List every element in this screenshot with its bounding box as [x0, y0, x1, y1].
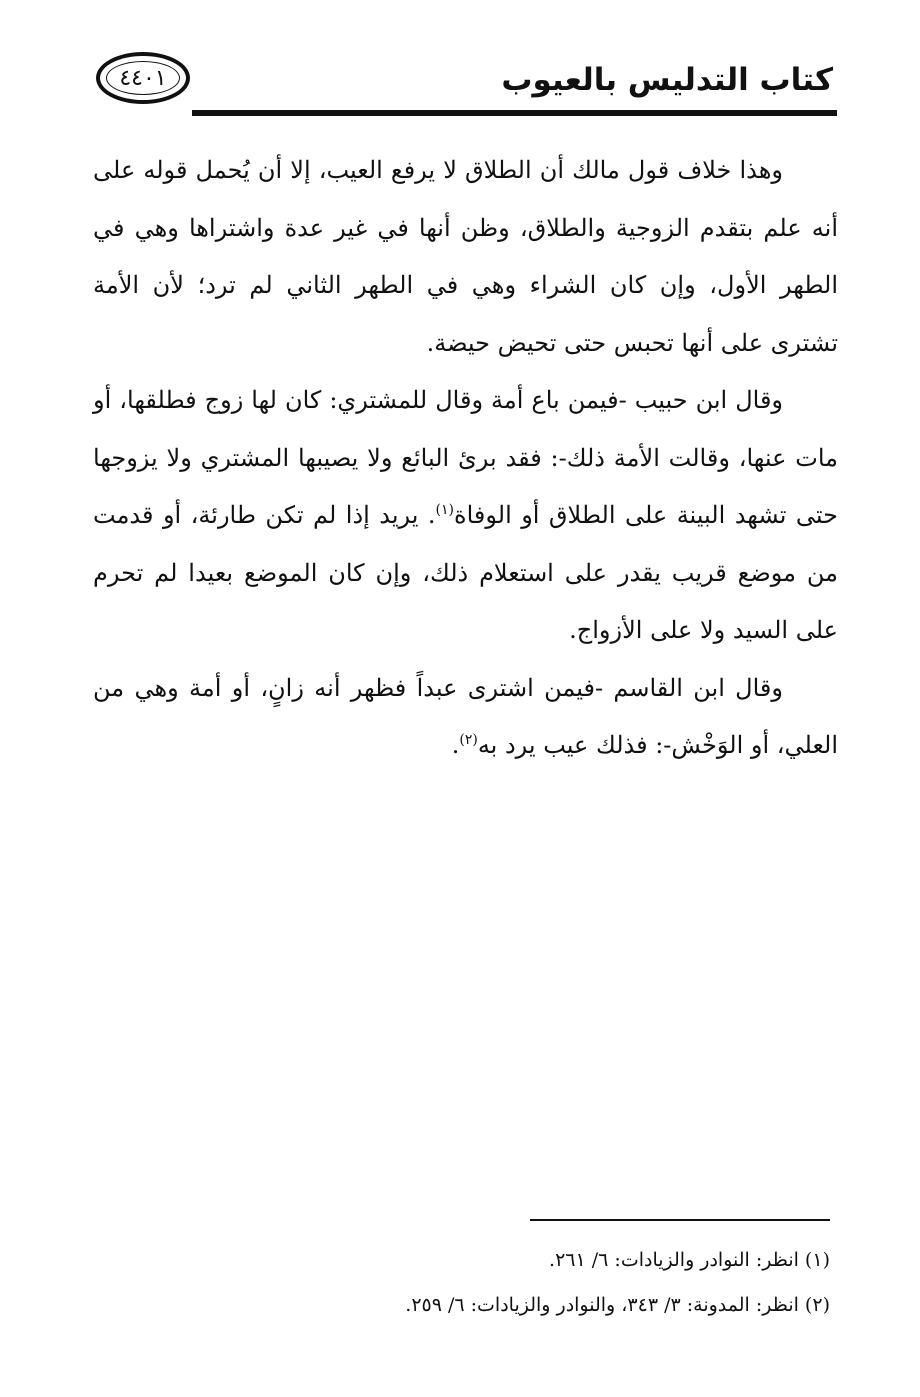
page-number-oval: [96, 52, 190, 104]
page-header: [92, 46, 837, 122]
paragraph-3-end: .: [451, 731, 460, 759]
book-title: كتاب التدليس بالعيوب: [501, 62, 833, 98]
paragraph-1: وهذا خلاف قول مالك أن الطلاق لا يرفع العيب، إلا أن يُحمل قوله على أنه علم بتقدم الزوجية والطلاق، وظن أنها في غير عدة واشتراها وهي في الطهر الأول، وإن كان الشراء وهي في الطهر الثاني لم ترد؛ لأن الأمة تشترى على أنها تحبس حتى تحيض حيضة.: [93, 156, 838, 357]
main-text: [93, 142, 838, 775]
footnote-1: (١) انظر: النوادر والزيادات: ٦/ ٢٦١.: [549, 1249, 830, 1271]
paragraph-2-part-1: وقال ابن حبيب -فيمن باع أمة وقال للمشتري: كان لها زوج فطلقها، أو مات عنها، وقالت الأمة ذلك-: فقد برئ البائع ولا يصيبها المشتري ولا يزوجها حتى تشهد البينة على الطلاق أو الوفاة: [93, 386, 838, 529]
paragraph-3-text: وقال ابن القاسم -فيمن اشترى عبداً فظهر أنه زانٍ، أو أمة وهي من العلي، أو الوَخْش-: فذلك عيب يرد به: [93, 673, 838, 759]
footnotes: [93, 1238, 838, 1328]
header-rule: [192, 110, 837, 116]
paragraph-2-part-2: . يريد إذا لم تكن طارئة، أو قدمت من موضع قريب يقدر على استعلام ذلك، وإن كان الموضع بعيدا لم تحرم على السيد ولا على الأزواج.: [93, 501, 838, 644]
page-number: ٤٤٠١: [119, 66, 167, 91]
footnote-ref-2: (٢): [459, 732, 478, 748]
paragraph-3: [93, 660, 838, 775]
footnote-separator: [530, 1219, 830, 1221]
paragraph-2: [93, 372, 838, 660]
footnote-ref-1: (١): [435, 502, 455, 518]
footnote-2: (٢) انظر: المدونة: ٣/ ٣٤٣، والنوادر والزيادات: ٦/ ٢٥٩.: [405, 1294, 830, 1316]
